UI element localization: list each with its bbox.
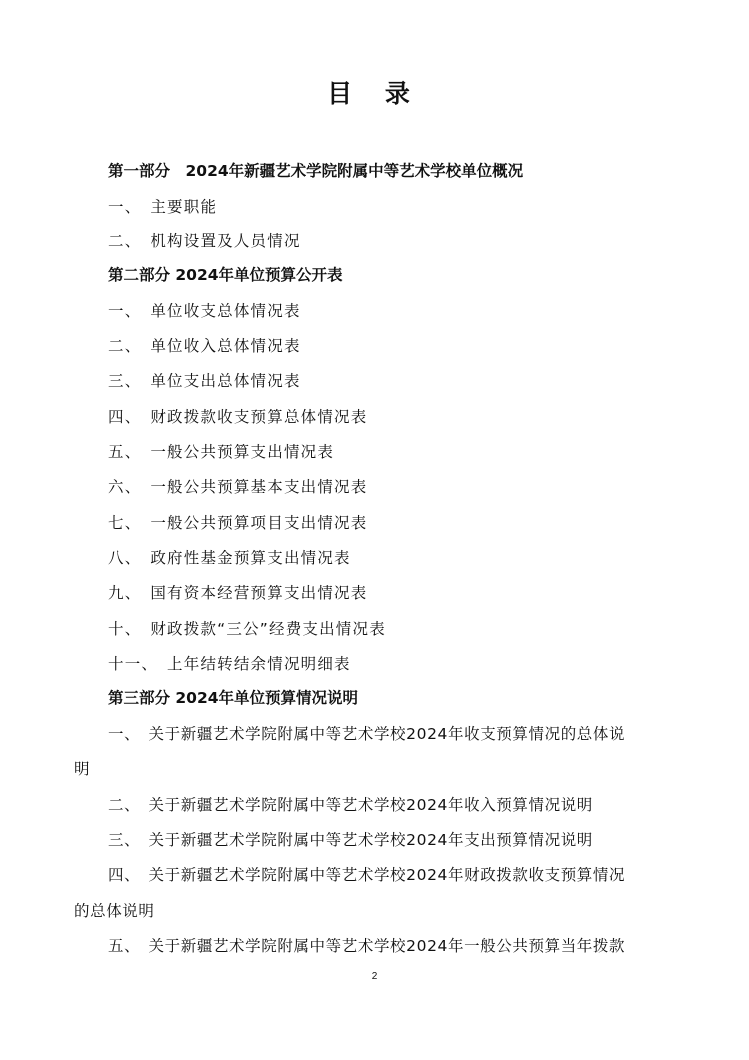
toc-item[interactable]: 四、 财政拨款收支预算总体情况表 xyxy=(108,408,368,426)
toc-item[interactable]: 七、 一般公共预算项目支出情况表 xyxy=(108,514,368,532)
toc-item[interactable]: 十一、 上年结转结余情况明细表 xyxy=(108,655,351,673)
toc-item[interactable]: 二、 单位收入总体情况表 xyxy=(108,337,301,355)
toc-item-continuation[interactable]: 的总体说明 xyxy=(74,902,155,920)
toc-item[interactable]: 五、 关于新疆艺术学院附属中等艺术学校2024年一般公共预算当年拨款 xyxy=(108,937,626,955)
toc-item[interactable]: 二、 关于新疆艺术学院附属中等艺术学校2024年收入预算情况说明 xyxy=(108,796,593,814)
toc-part-heading[interactable]: 第二部分 2024年单位预算公开表 xyxy=(108,266,343,284)
toc-item[interactable]: 三、 关于新疆艺术学院附属中等艺术学校2024年支出预算情况说明 xyxy=(108,831,593,849)
toc-item[interactable]: 一、 关于新疆艺术学院附属中等艺术学校2024年收支预算情况的总体说 xyxy=(108,725,626,743)
toc-item[interactable]: 二、 机构设置及人员情况 xyxy=(108,232,301,250)
toc-item[interactable]: 一、 主要职能 xyxy=(108,198,218,216)
page-number: 2 xyxy=(371,971,378,982)
page-title: 目 录 xyxy=(327,79,422,108)
toc-part-heading[interactable]: 第一部分 2024年新疆艺术学院附属中等艺术学校单位概况 xyxy=(108,162,524,180)
toc-item[interactable]: 五、 一般公共预算支出情况表 xyxy=(108,443,335,461)
toc-item[interactable]: 三、 单位支出总体情况表 xyxy=(108,372,301,390)
toc-item-continuation[interactable]: 明 xyxy=(74,760,91,778)
toc-item[interactable]: 九、 国有资本经营预算支出情况表 xyxy=(108,584,368,602)
toc-item[interactable]: 八、 政府性基金预算支出情况表 xyxy=(108,549,351,567)
toc-item[interactable]: 十、 财政拨款“三公”经费支出情况表 xyxy=(108,620,386,638)
toc-item[interactable]: 六、 一般公共预算基本支出情况表 xyxy=(108,478,368,496)
toc-part-heading[interactable]: 第三部分 2024年单位预算情况说明 xyxy=(108,689,359,707)
toc-item[interactable]: 四、 关于新疆艺术学院附属中等艺术学校2024年财政拨款收支预算情况 xyxy=(108,866,626,884)
toc-item[interactable]: 一、 单位收支总体情况表 xyxy=(108,302,301,320)
